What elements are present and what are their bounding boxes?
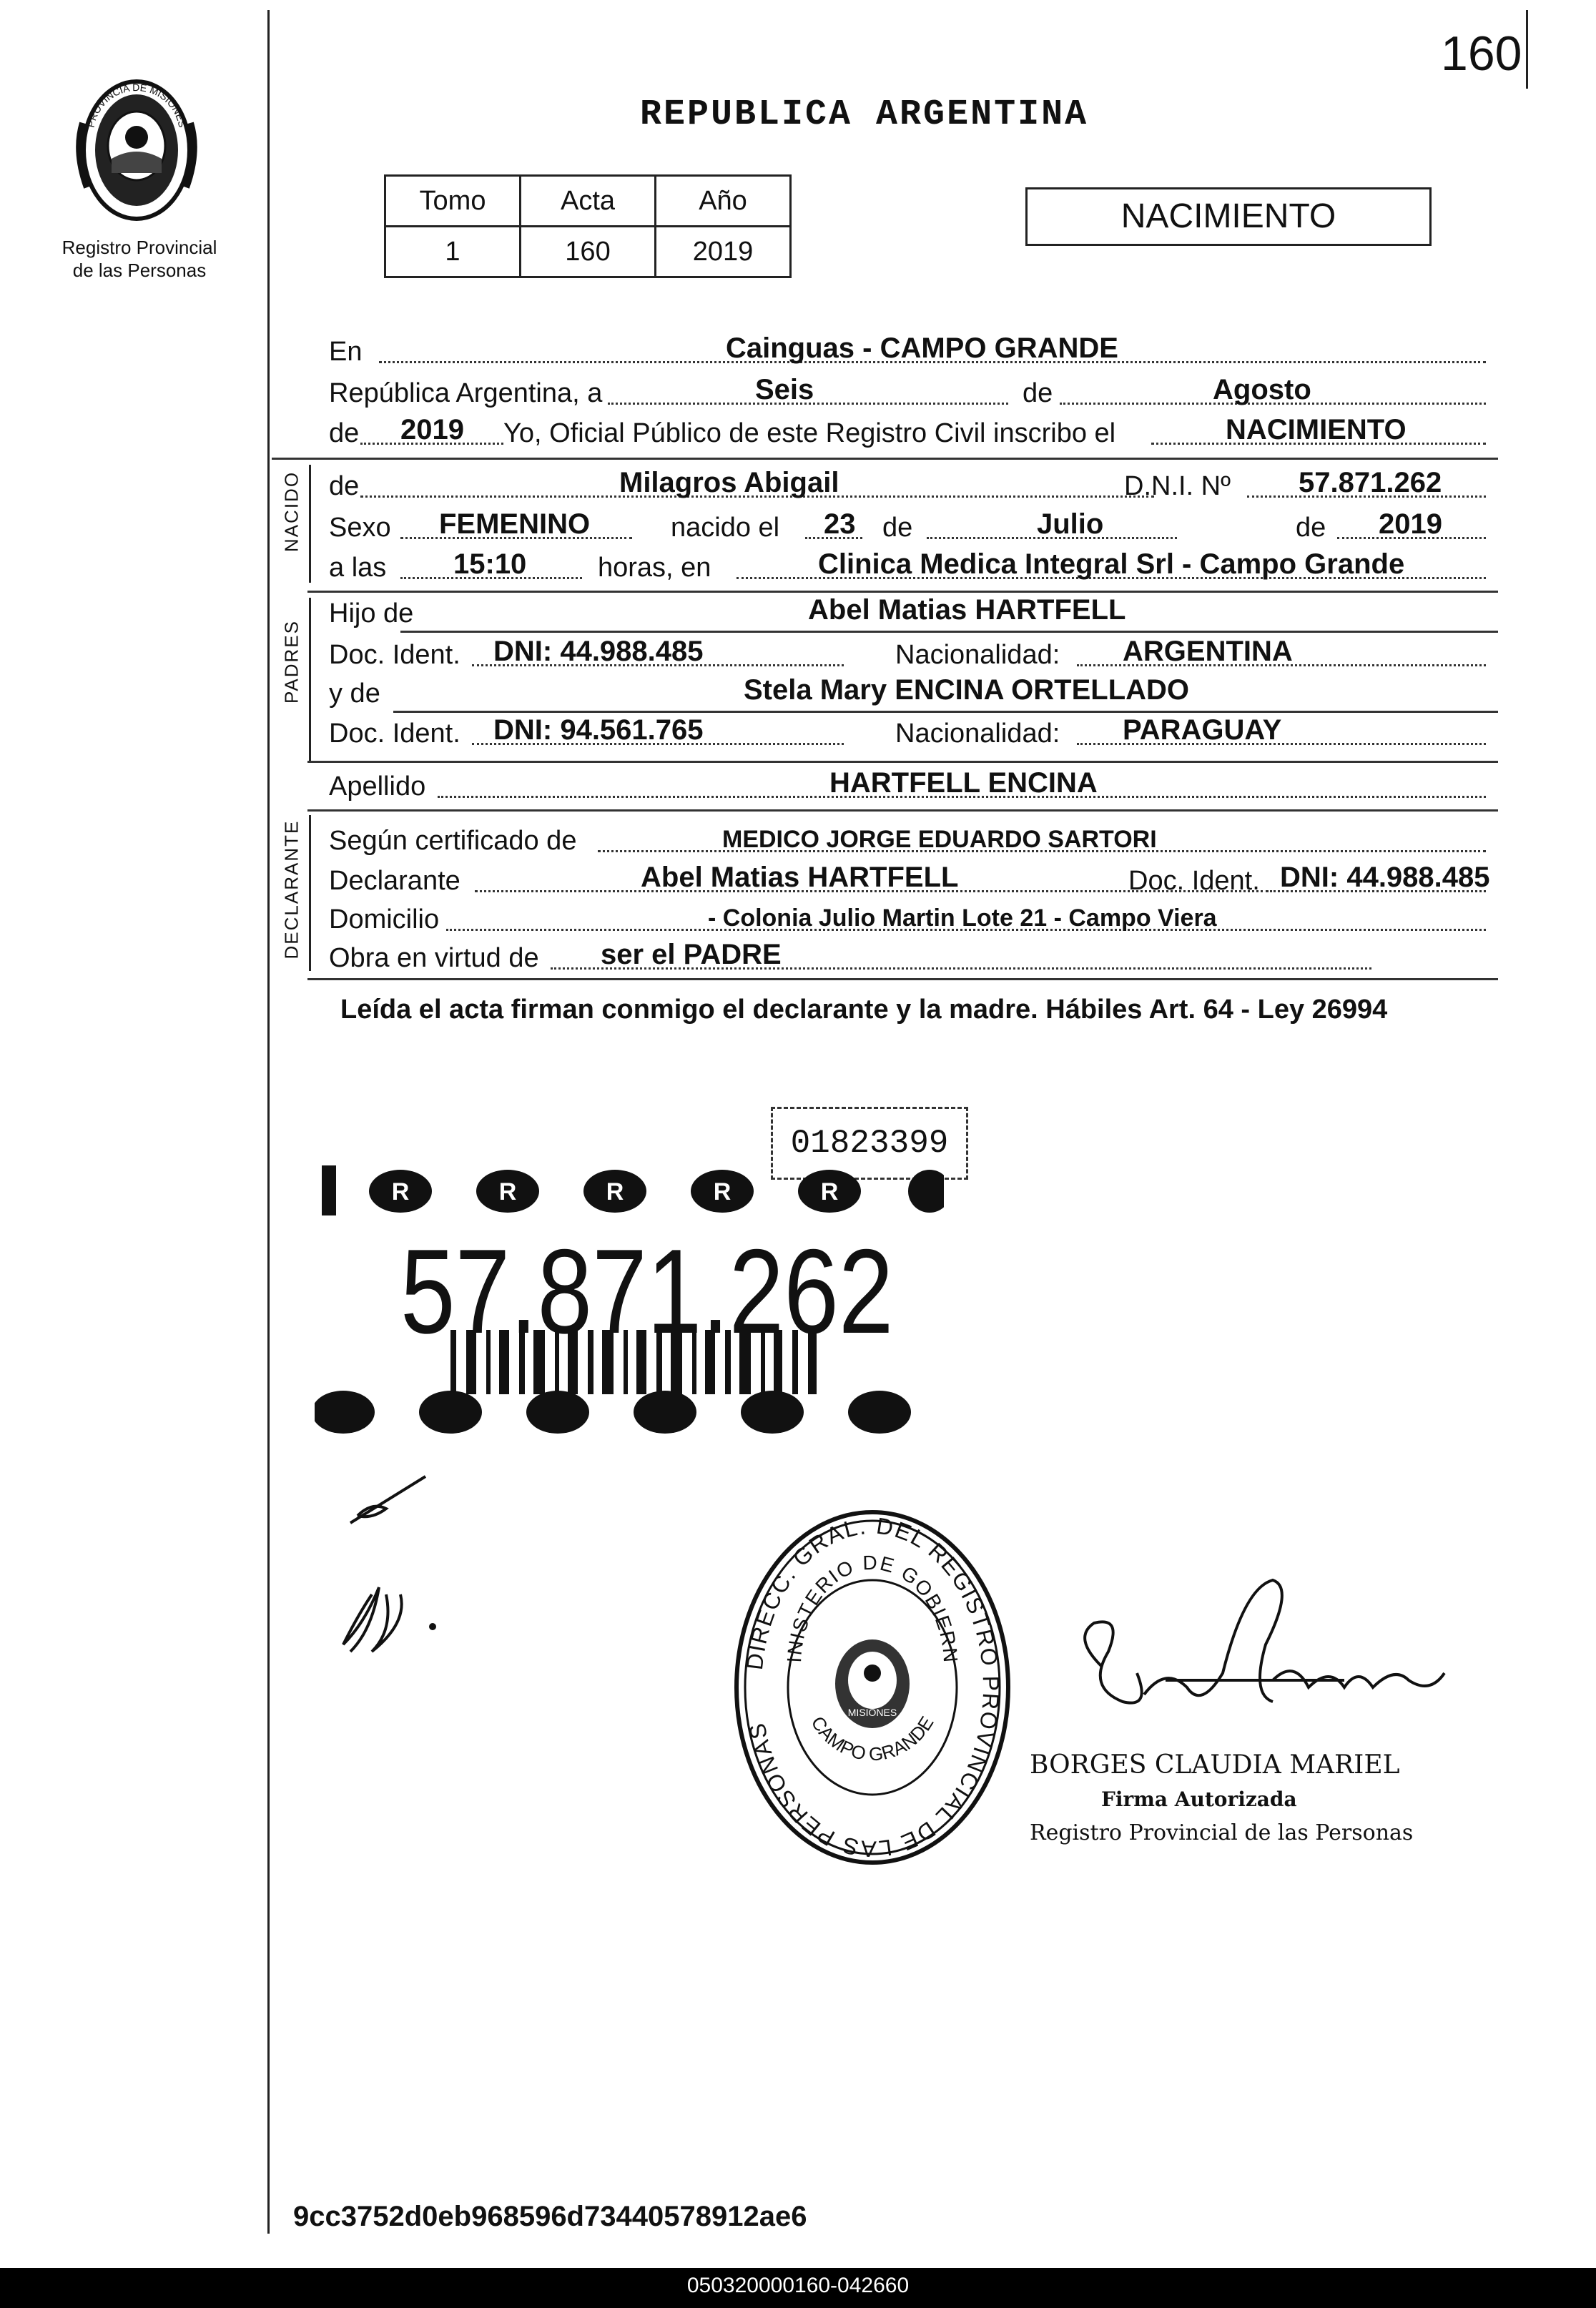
row-declarante <box>329 858 1494 899</box>
nacido-label: nacido el <box>671 513 780 543</box>
dni-label: D.N.I. Nº <box>1124 471 1231 501</box>
document-title: REPUBLICA ARGENTINA <box>640 94 1089 135</box>
section-bar-declarante <box>309 815 311 971</box>
de-label: de <box>1023 378 1053 408</box>
svg-text:R: R <box>391 1178 410 1205</box>
sexo-value: FEMENINO <box>439 508 591 540</box>
value-acta: 160 <box>521 227 656 277</box>
nac-de-label: de <box>882 513 913 543</box>
signature-right <box>1058 1559 1459 1752</box>
divider-1 <box>272 458 1498 460</box>
row-madre <box>329 671 1494 712</box>
row-doc1 <box>329 632 1494 674</box>
divider-6 <box>307 809 1498 812</box>
dia-value: Seis <box>755 374 814 405</box>
yde-label: y de <box>329 679 380 709</box>
segun-label: Según certificado de <box>329 826 577 856</box>
declarante-label: Declarante <box>329 866 460 896</box>
declarante-value: Abel Matias HARTFELL <box>641 862 959 893</box>
stamp-bottom-text: CAMPO GRANDE <box>807 1712 938 1765</box>
apellido-value: HARTFELL ENCINA <box>829 767 1098 799</box>
svg-text:R: R <box>713 1178 732 1205</box>
signatory-office: Registro Provincial de las Personas <box>1030 1820 1414 1845</box>
footer-code: 050320000160-042660 <box>686 2274 910 2297</box>
nac-de2-label: de <box>1296 513 1326 543</box>
row-inscribe <box>329 410 1494 452</box>
logo-caption <box>50 236 229 282</box>
row-sexo <box>329 505 1494 546</box>
section-bar-nacido <box>309 465 311 583</box>
signatory-name: BORGES CLAUDIA MARIEL <box>1030 1750 1400 1780</box>
divider-5 <box>307 761 1498 763</box>
yo-label: Yo, Oficial Público de este Registro Civil inscribo el <box>503 418 1116 448</box>
value-tomo: 1 <box>385 227 521 277</box>
logo-ring-text: PROVINCIA DE MISIONES <box>84 81 189 129</box>
horas-label: horas, en <box>598 553 711 583</box>
row-en <box>329 329 1494 370</box>
svg-text:R: R <box>498 1178 517 1205</box>
row-padre <box>329 591 1494 632</box>
signatory-role: Firma Autorizada <box>1101 1787 1297 1811</box>
nac-mes: Julio <box>1037 508 1104 540</box>
inscribo-value: NACIMIENTO <box>1226 414 1407 445</box>
madre-value: Stela Mary ENCINA ORTELLADO <box>744 674 1190 706</box>
en-label: En <box>329 337 363 367</box>
apellido-label: Apellido <box>329 771 426 802</box>
row-fecha <box>329 370 1494 412</box>
dni-sticker-number: 57.871.262 <box>400 1224 894 1358</box>
nac2-label: Nacionalidad: <box>895 719 1060 749</box>
anio-value: 2019 <box>400 414 464 445</box>
header-tomo: Tomo <box>385 176 521 227</box>
decl-doc-value: DNI: 44.988.485 <box>1280 862 1490 893</box>
divider-7 <box>307 978 1498 980</box>
row-doc2 <box>329 711 1494 752</box>
sexo-label: Sexo <box>329 513 391 543</box>
stamp-center-text: MISIONES <box>847 1707 897 1718</box>
row-obra <box>329 935 1494 977</box>
nombre-label: de <box>329 471 360 501</box>
republica-label: República Argentina, a <box>329 378 603 408</box>
svg-text:R: R <box>606 1178 624 1205</box>
row-segun <box>329 818 1494 859</box>
stamp-outer-text: DIRECC. GRAL. DEL REGISTRO PROVINCIAL DE LAS PERSONAS <box>741 1512 1005 1863</box>
stamp-inner-text: INISTERIO DE GOBIERN <box>783 1551 962 1665</box>
header-acta: Acta <box>521 176 656 227</box>
domicilio-value: - Colonia Julio Martin Lote 21 - Campo Viera <box>708 904 1217 932</box>
page-number: 160 <box>1441 26 1522 81</box>
closing-text: Leída el acta firman conmigo el declarante y la madre. Hábiles Art. 64 - Ley 26994 <box>340 995 1388 1025</box>
handwritten-signatures-left <box>329 1459 450 1673</box>
a-las-label: a las <box>329 553 387 583</box>
segun-value: MEDICO JORGE EDUARDO SARTORI <box>722 826 1157 853</box>
row-domicilio <box>329 897 1494 938</box>
doc1-label: Doc. Ident. <box>329 640 460 670</box>
side-label-declarante: DECLARANTE <box>280 819 302 960</box>
nac1-label: Nacionalidad: <box>895 640 1060 670</box>
record-table <box>384 174 792 278</box>
hologram-top-row <box>322 1165 944 1215</box>
control-number: 01823399 <box>771 1107 968 1180</box>
provincia-logo <box>69 66 205 230</box>
mes-value: Agosto <box>1213 374 1311 405</box>
header-anio: Año <box>656 176 791 227</box>
en-value: Cainguas - CAMPO GRANDE <box>726 332 1118 364</box>
logo-caption-line1: Registro Provincial <box>61 237 217 258</box>
section-bar-padres <box>309 598 311 761</box>
nac2-value: PARAGUAY <box>1123 714 1282 746</box>
value-anio: 2019 <box>656 227 791 277</box>
left-margin-line <box>267 10 270 2234</box>
obra-label: Obra en virtud de <box>329 943 539 973</box>
hologram-bottom-row <box>315 1391 911 1434</box>
domicilio-label: Domicilio <box>329 904 440 934</box>
side-label-padres: PADRES <box>280 620 302 704</box>
obra-value: ser el PADRE <box>601 939 782 970</box>
dni-value: 57.871.262 <box>1299 467 1442 498</box>
record-type-box: NACIMIENTO <box>1025 187 1432 246</box>
right-margin-line <box>1526 10 1528 89</box>
row-apellido <box>329 764 1494 805</box>
document-hash: 9cc3752d0eb968596d73440578912ae6 <box>293 2201 807 2232</box>
nac-dia: 23 <box>824 508 856 540</box>
doc2-label: Doc. Ident. <box>329 719 460 749</box>
official-stamp <box>722 1501 1023 1877</box>
padre-value: Abel Matias HARTFELL <box>808 594 1126 626</box>
side-label-nacido: NACIDO <box>280 470 302 553</box>
nac-anio: 2019 <box>1379 508 1442 540</box>
doc2-value: DNI: 94.561.765 <box>493 714 704 746</box>
decl-doc-label: Doc. Ident. <box>1128 866 1260 896</box>
de2-label: de <box>329 418 360 448</box>
hora-value: 15:10 <box>453 548 527 580</box>
row-hora <box>329 545 1494 586</box>
logo-caption-line2: de las Personas <box>72 260 207 281</box>
nombre-value: Milagros Abigail <box>619 467 839 498</box>
hijo-label: Hijo de <box>329 598 414 628</box>
row-nombre <box>329 463 1494 505</box>
nac1-value: ARGENTINA <box>1123 636 1293 667</box>
doc1-value: DNI: 44.988.485 <box>493 636 704 667</box>
svg-text:R: R <box>820 1178 839 1205</box>
lugar-value: Clinica Medica Integral Srl - Campo Grande <box>818 548 1405 580</box>
